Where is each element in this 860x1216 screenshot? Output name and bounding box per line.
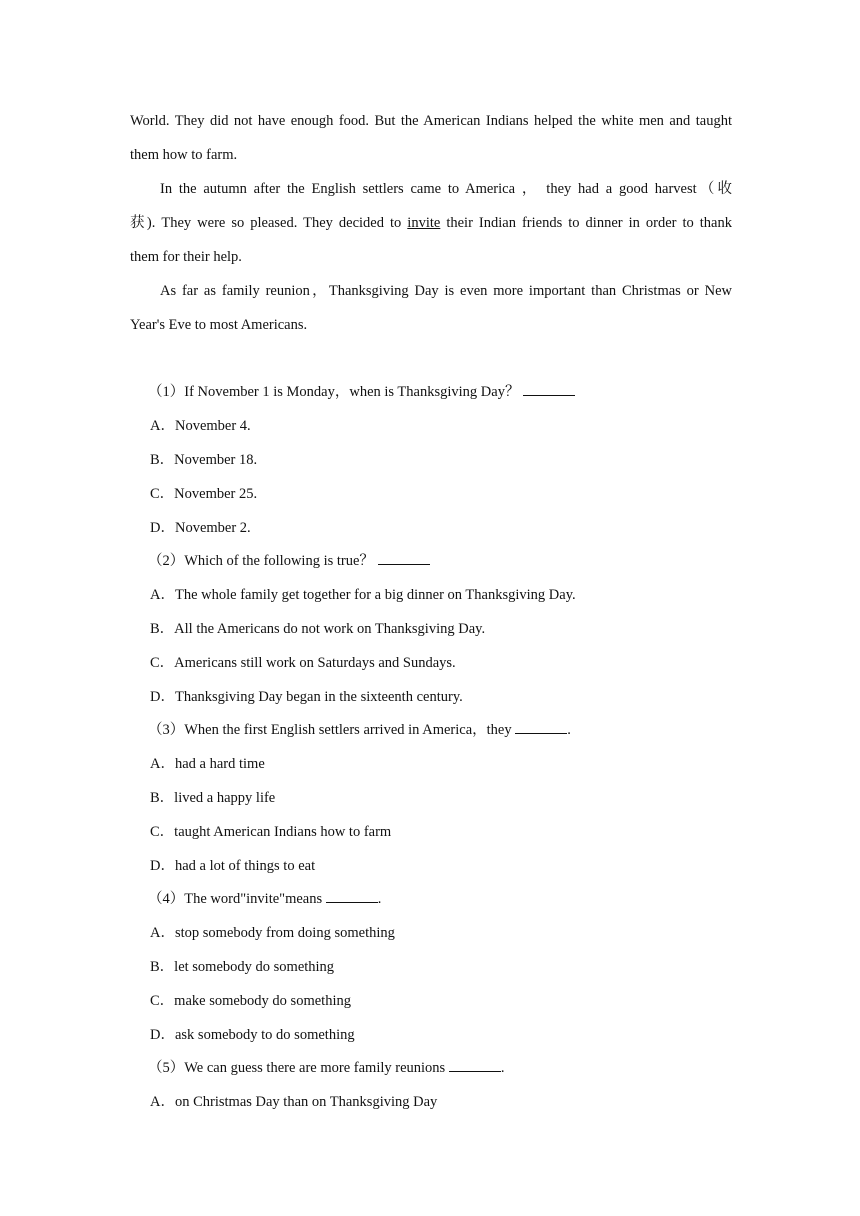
option[interactable]: C．Americans still work on Saturdays and Sundays. bbox=[150, 655, 456, 671]
question-text: . bbox=[377, 891, 382, 907]
answer-blank[interactable] bbox=[523, 383, 575, 396]
question-text: （1）If November 1 is Monday，when is Thanksgiving Day？ bbox=[148, 384, 524, 400]
question-stem bbox=[148, 383, 575, 401]
question-text: . bbox=[500, 1060, 505, 1076]
option[interactable]: A．November 4. bbox=[150, 418, 251, 434]
option[interactable]: C．November 25. bbox=[150, 486, 258, 502]
question-stem bbox=[148, 721, 571, 739]
option[interactable]: A．had a hard time bbox=[150, 756, 265, 772]
option[interactable]: A．stop somebody from doing something bbox=[150, 925, 395, 941]
answer-blank[interactable] bbox=[515, 721, 567, 734]
passage-text: 获). They were so pleased. They decided to bbox=[130, 215, 408, 231]
underlined-word: invite bbox=[407, 215, 441, 231]
answer-blank[interactable] bbox=[449, 1059, 501, 1072]
option[interactable]: B．November 18. bbox=[150, 452, 258, 468]
question-text: （4）The word"invite"means bbox=[148, 891, 326, 907]
option[interactable]: D．Thanksgiving Day began in the sixteenth century. bbox=[150, 689, 463, 705]
question-text: （2）Which of the following is true？ bbox=[148, 553, 378, 569]
answer-blank[interactable] bbox=[326, 890, 378, 903]
option[interactable]: D．November 2. bbox=[150, 520, 251, 536]
passage-line: World. They did not have enough food. But the American Indians helped the white men and taught bbox=[130, 113, 732, 129]
question-text: . bbox=[567, 722, 571, 738]
passage-line: Year's Eve to most Americans. bbox=[130, 317, 308, 333]
option[interactable]: D．had a lot of things to eat bbox=[150, 858, 316, 874]
option[interactable]: D．ask somebody to do something bbox=[150, 1027, 355, 1043]
option[interactable]: B．All the Americans do not work on Thanksgiving Day. bbox=[150, 621, 486, 637]
passage-line: them how to farm. bbox=[130, 147, 238, 163]
passage-line bbox=[130, 214, 732, 232]
question-text: （3）When the first English settlers arrived in America，they bbox=[148, 722, 516, 738]
option[interactable]: C．taught American Indians how to farm bbox=[150, 824, 392, 840]
option[interactable]: A．The whole family get together for a big dinner on Thanksgiving Day. bbox=[150, 587, 576, 603]
option[interactable]: B．let somebody do something bbox=[150, 959, 335, 975]
passage-line: As far as family reunion，Thanksgiving Day is even more important than Christmas or New bbox=[160, 283, 732, 299]
option[interactable]: B．lived a happy life bbox=[150, 790, 276, 806]
question-stem bbox=[148, 552, 430, 570]
passage-line: In the autumn after the English settlers came to America ， they had a good harvest（收 bbox=[160, 181, 732, 197]
passage-text: their Indian friends to dinner in order to thank bbox=[440, 215, 732, 231]
option[interactable]: C．make somebody do something bbox=[150, 993, 351, 1009]
question-stem bbox=[148, 1059, 504, 1077]
option[interactable]: A．on Christmas Day than on Thanksgiving Day bbox=[150, 1094, 438, 1110]
answer-blank[interactable] bbox=[378, 552, 430, 565]
passage-line: them for their help. bbox=[130, 249, 242, 265]
question-stem bbox=[148, 890, 381, 908]
question-text: （5）We can guess there are more family reunions bbox=[148, 1060, 449, 1076]
